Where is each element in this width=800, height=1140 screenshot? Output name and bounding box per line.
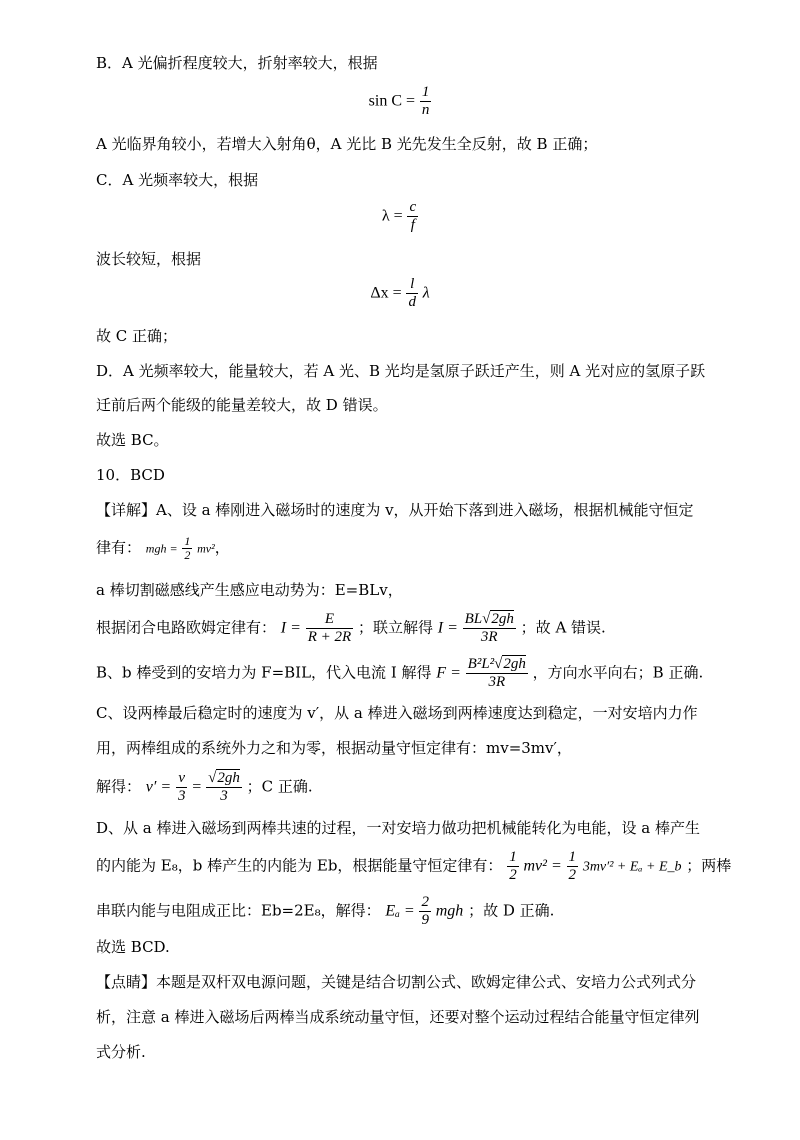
formula-rhs: mv²: [197, 541, 215, 556]
text-segment: B、b 棒受到的安培力为 F=BIL，代入电流 I 解得: [96, 663, 432, 682]
text-line-formula: [96, 849, 731, 884]
formula-lhs: mgh =: [145, 541, 178, 556]
numerator: l: [410, 276, 415, 292]
fraction: [407, 199, 418, 234]
text-line: 波长较短，根据: [96, 250, 202, 268]
text-segment: 解得：: [96, 777, 142, 796]
text-segment: ；C 正确.: [246, 777, 313, 796]
numerator: v: [178, 770, 186, 786]
formula-dx: [0, 276, 800, 311]
text-line: 析，注意 a 棒进入磁场后两棒当成系统动量守恒，还要对整个运动过程结合能量守恒定律列: [96, 1008, 700, 1026]
text-line-formula: [96, 656, 703, 691]
formula-sinC: [0, 84, 800, 119]
text-line: C、设两棒最后稳定时的速度为 v′，从 a 棒进入磁场到两棒速度达到稳定，一对安培内力作: [96, 704, 698, 722]
text-line: 用，两棒组成的系统外力之和为零，根据动量守恒定律有：mv=3mv′，: [96, 739, 572, 757]
sqrt-radicand: 2gh: [491, 611, 514, 627]
text-line: 故选 BC。: [96, 431, 169, 449]
fraction: [463, 611, 516, 646]
formula-mid: mv² =: [523, 857, 562, 875]
text-segment: ；故 D 正确.: [468, 901, 555, 920]
equals-sign: =: [192, 778, 202, 796]
text-segment: ；联立解得: [357, 618, 433, 637]
fraction: [567, 849, 579, 884]
text-line: 【点睛】本题是双杆双电源问题，关键是结合切割公式、欧姆定律公式、安培力公式列式分: [96, 973, 697, 991]
formula-rhs: 3mv′² + Eₐ + E_b: [582, 859, 682, 875]
formula-rhs: mgh: [435, 902, 464, 920]
text-line-formula: [96, 770, 313, 805]
text-segment: ；两棒: [686, 856, 732, 875]
text-line: 式分析.: [96, 1043, 146, 1061]
formula-lhs: I =: [280, 619, 301, 637]
denominator: 3: [177, 788, 186, 804]
fraction: [466, 656, 528, 691]
formula-lhs: v′ =: [145, 778, 172, 796]
numerator: 2: [421, 894, 429, 910]
numerator: 1: [421, 84, 430, 100]
fraction: [406, 276, 418, 311]
sqrt-radicand: 2gh: [503, 656, 526, 672]
text-segment: ，方向水平向右；B 正确.: [532, 663, 704, 682]
numerator: E: [324, 611, 335, 627]
text-line: C．A 光频率较大，根据: [96, 171, 259, 189]
denominator: 2: [568, 867, 577, 883]
text-line: A 光临界角较小，若增大入射角θ，A 光比 B 光先发生全反射，故 B 正确；: [96, 135, 598, 153]
formula-lhs: I =: [437, 619, 458, 637]
text-line: 【详解】A、设 a 棒刚进入磁场时的速度为 v，从开始下落到进入磁场，根据机械能守恒定: [96, 501, 694, 519]
question-number: 10．BCD: [96, 466, 165, 484]
denominator: n: [421, 102, 430, 118]
formula-rhs: λ: [422, 284, 430, 302]
text-line: D、从 a 棒进入磁场到两棒共速的过程，一对安培力做功把机械能转化为电能，设 a 棒产生: [96, 819, 700, 837]
fraction: [182, 535, 192, 562]
denominator: 3R: [466, 673, 528, 691]
fraction: [420, 84, 432, 119]
num-part: B²L²: [467, 656, 495, 672]
fraction: [306, 611, 353, 646]
formula-lhs: sin C =: [368, 92, 416, 110]
denominator: f: [407, 216, 418, 234]
text-line: a 棒切割磁感线产生感应电动势为：E=BLv，: [96, 581, 403, 599]
formula-lambda: [0, 199, 800, 234]
fraction: [507, 849, 519, 884]
denominator: 2: [184, 548, 191, 562]
sqrt-radicand: 2gh: [217, 770, 240, 786]
formula-lhs: Δx =: [370, 284, 402, 302]
text-line: 故 C 正确；: [96, 327, 178, 345]
denominator: 9: [421, 912, 429, 928]
text-line: B．A 光偏折程度较大，折射率较大，根据: [96, 54, 378, 72]
numerator: B²L²√2gh: [467, 656, 526, 672]
formula-lhs: F =: [436, 664, 461, 682]
formula-lhs: λ =: [381, 207, 403, 225]
text-segment: 的内能为 E₈，b 棒产生的内能为 Eb，根据能量守恒定律有：: [96, 856, 503, 875]
text-segment: 律有：: [96, 538, 142, 557]
text-line-formula: [96, 894, 554, 929]
numerator: c: [409, 199, 417, 215]
numerator: 1: [509, 849, 517, 865]
text-segment: 根据闭合电路欧姆定律有：: [96, 618, 277, 637]
numerator: BL√2gh: [464, 611, 514, 627]
text-segment: 串联内能与电阻成正比：Eb=2E₈，解得：: [96, 901, 381, 920]
fraction: [419, 894, 431, 929]
text-line: 迁前后两个能级的能量差较大，故 D 错误。: [96, 396, 388, 414]
text-line-formula: 律有： mgh = $\frac{1}{2}$ mv²，: [96, 534, 230, 562]
denominator: R + 2R: [307, 629, 352, 645]
fraction: [206, 770, 242, 805]
denominator: 3: [206, 787, 242, 805]
fraction: [176, 770, 188, 805]
text-segment: ；故 A 错误.: [520, 618, 606, 637]
denominator: 3R: [463, 628, 516, 646]
text-line: 故选 BCD.: [96, 938, 170, 956]
denominator: d: [408, 294, 416, 310]
num-part: BL: [464, 611, 483, 627]
denominator: 2: [509, 867, 517, 883]
numerator: 1: [184, 534, 191, 548]
numerator: 1: [568, 849, 577, 865]
formula-lhs: Eₐ =: [385, 902, 415, 920]
text-line-formula: [96, 611, 606, 646]
text-line: D．A 光频率较大，能量较大，若 A 光、B 光均是氢原子跃迁产生，则 A 光对应的氢原子跃: [96, 362, 706, 380]
numerator: √2gh: [208, 770, 240, 786]
